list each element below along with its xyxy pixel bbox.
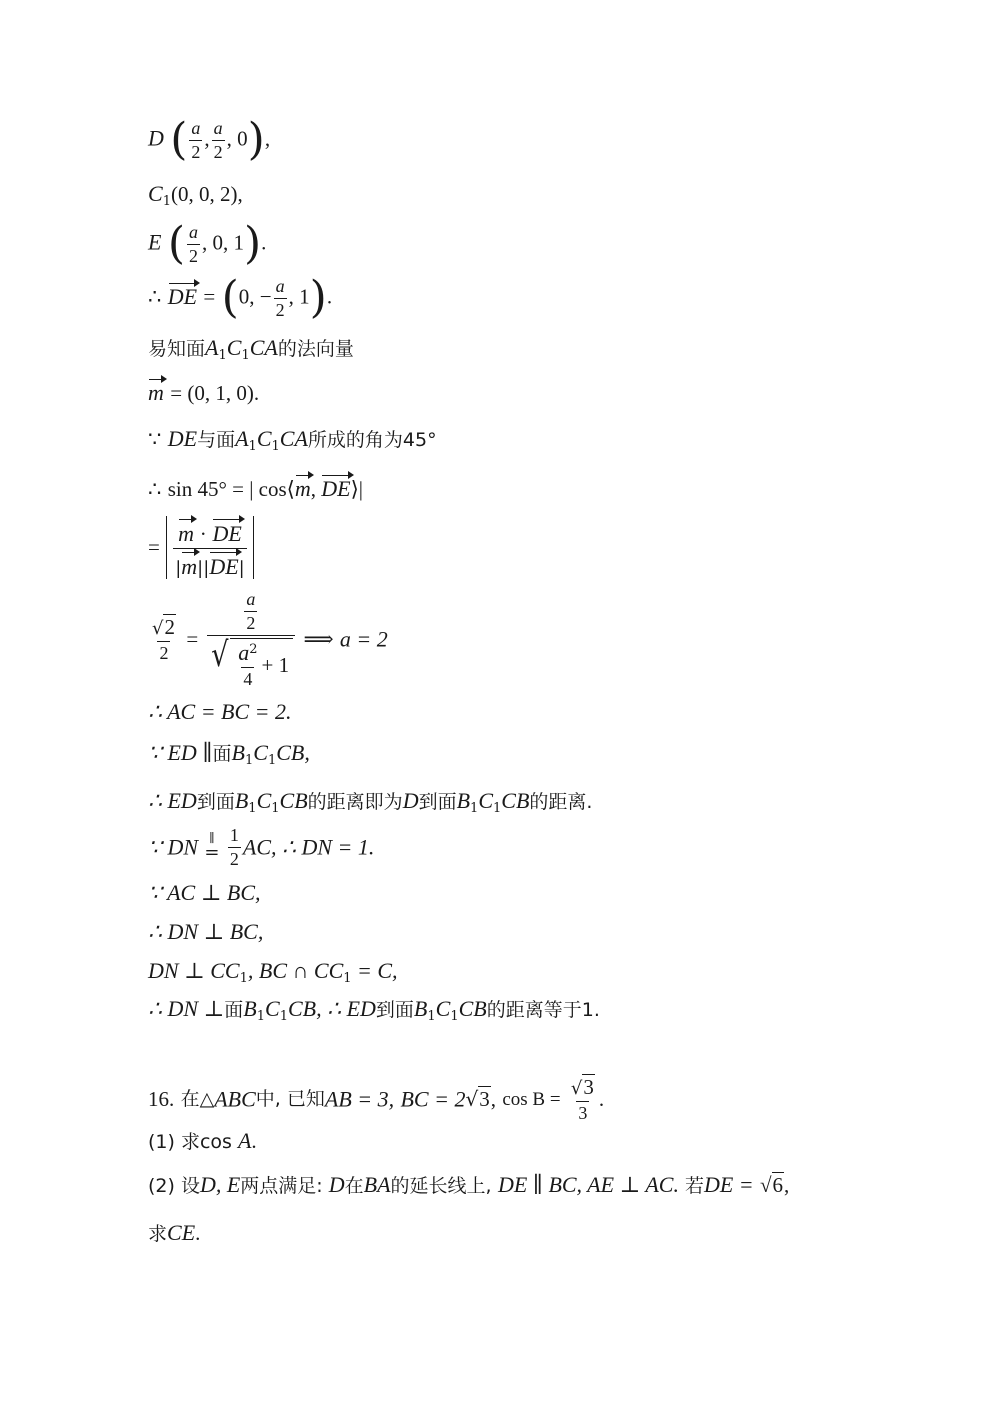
- dn-length-line: ∵ DN ∥ = $\frac{1}{2}$ AC, ∴ DN = 1.: [148, 825, 375, 869]
- fraction: $\frac{1}{2}$: [229, 825, 239, 869]
- sine-cosine-line: ∴ sin 45° = | cos⟨m, DE⟩|: [148, 476, 363, 501]
- vector-de: DE: [167, 283, 198, 309]
- fraction: $\frac{√2}{2}$: [152, 614, 175, 663]
- problem-16-part-2: (2) 设D, E两点满足: D在BA的延长线上, DE ∥ BC, AE ⊥ AC. 若DE = √6,: [148, 1172, 790, 1197]
- fraction: $\frac{√3}{3}$: [570, 1075, 594, 1123]
- ac-perp-bc-line: ∵ AC ⊥ BC,: [148, 880, 261, 905]
- coord-c1-line: $C_1(0$, 0, 2),: [148, 181, 243, 209]
- distance-equivalence-line: ∴ ED到面$B_1C_1CB$的距离即为D到面$B_1C_1CB$的距离.: [148, 788, 593, 816]
- distance-conclusion-line: ∴ DN ⊥面$B_1C_1CB$, ∴ ED到面$B_1C_1CB$的距离等于1.: [148, 996, 600, 1024]
- coord-d-line: D ( $\frac{a}{2}$ , $\frac{a}{2}$ , 0),: [148, 114, 271, 165]
- fraction: $\frac{a}{2}$: [213, 117, 223, 162]
- dn-perp-cc1-line: DN ⊥ $CC_1$, BC ∩ $CC_1 = C$,: [148, 958, 398, 986]
- fraction: $\frac{a}{2}$: [275, 275, 285, 320]
- vector-m: m: [148, 380, 164, 405]
- absolute-value: $\frac{m \cdot DE}{|m||DE|}$: [166, 516, 254, 579]
- coord-e-line: E ( $\frac{a}{2}$ , 0, 1).: [148, 218, 267, 269]
- problem-16-statement: 16. 在△ABC中, 已知AB = 3, BC = 2√3, cos B = $\frac{√3}{3}$ .: [148, 1075, 605, 1123]
- solve-a-line: $\frac{√2}{2}$ = $\frac{a}{2}$ √ $\frac{a^2}{4}$ + 1 ⟹ a = 2: [152, 589, 388, 689]
- problem-16-part-2-cont: 求CE.: [148, 1220, 201, 1245]
- ac-bc-line: ∴ AC = BC = 2.: [148, 699, 292, 724]
- point-d: D: [148, 125, 164, 151]
- problem-16-part-1: (1) 求cos A.: [148, 1128, 257, 1153]
- fraction: $\frac{a}{2}$: [191, 117, 201, 162]
- vector-de-line: ∴ DE = (0, − $\frac{a}{2}$ , 1).: [148, 272, 333, 323]
- dn-perp-bc-line: ∴ DN ⊥ BC,: [148, 919, 264, 944]
- normal-vector-line: m = (0, 1, 0).: [148, 380, 260, 405]
- ed-parallel-line: ∵ ED ∥面$B_1C_1CB$,: [148, 740, 310, 768]
- cosine-fraction-line: = $\frac{m \cdot DE}{|m||DE|}$: [148, 516, 254, 579]
- fraction: $\frac{a}{2}$: [188, 221, 198, 266]
- parallel-equal-symbol: ∥ =: [204, 831, 220, 864]
- normal-vector-intro: 易知面$A_1C_1CA$的法向量: [148, 335, 354, 363]
- angle-condition-line: ∵ DE与面$A_1C_1CA$所成的角为45°: [148, 426, 437, 454]
- fraction: $\frac{a}{2}$ √ $\frac{a^2}{4}$ + 1: [207, 590, 296, 689]
